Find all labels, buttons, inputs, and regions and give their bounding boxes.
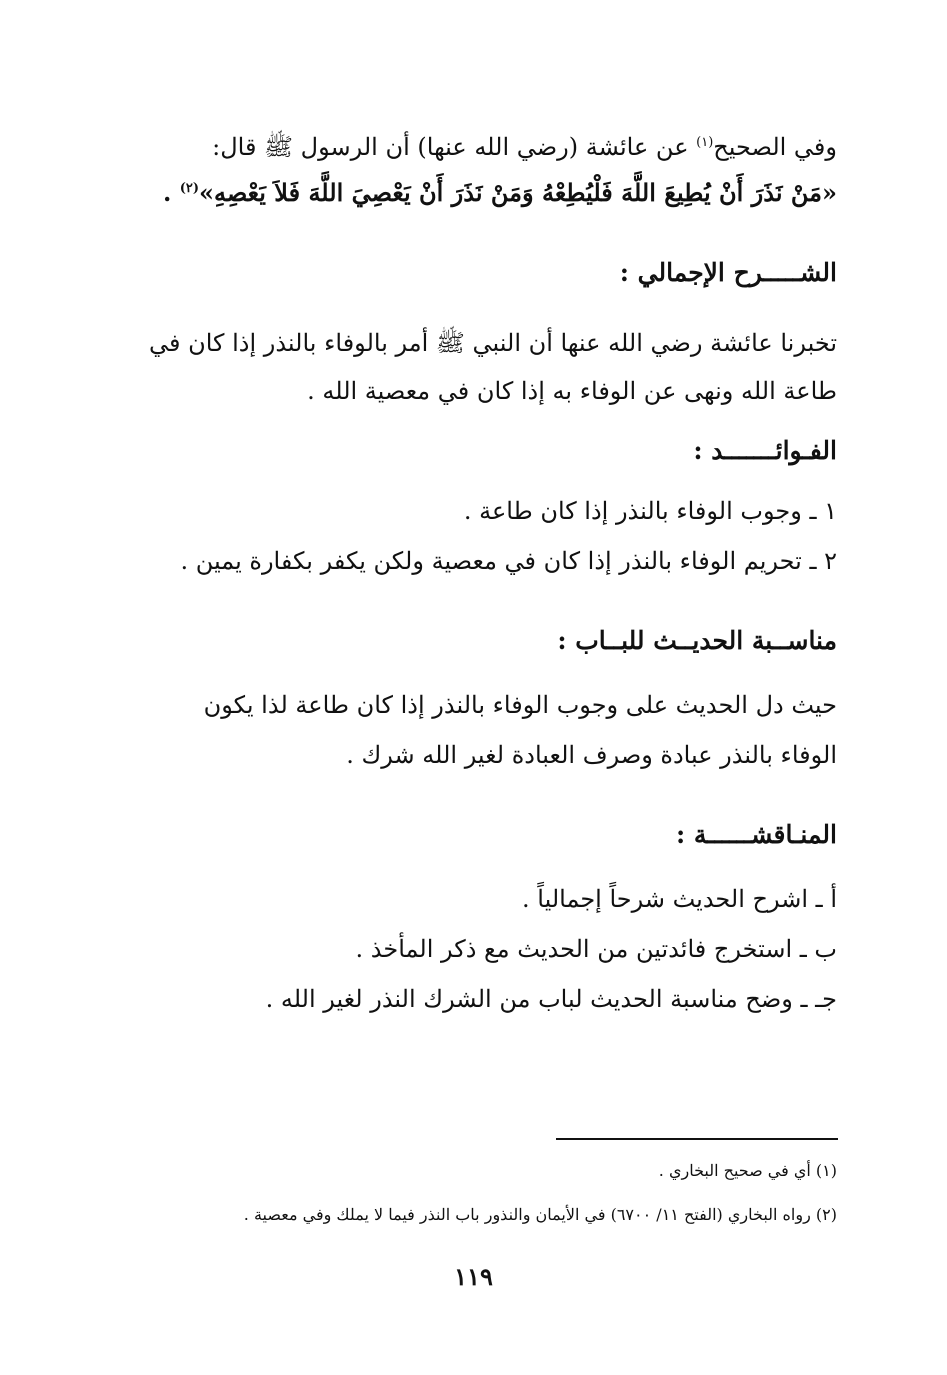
intro-text-end: عن عائشة (رضي الله عنها) أن الرسول ﷺ قال: (212, 133, 697, 161)
discussion-item-c: جـ ـ وضح مناسبة الحديث لباب من الشرك النذر لغير الله . (265, 985, 837, 1013)
intro-text-start: وفي الصحيح (713, 133, 837, 161)
footnote-2: (٢) رواه البخاري (الفتح ١١/ ٦٧٠٠) في الأيمان والنذور باب النذر فيما لا يملك وفي معصية . (243, 1205, 837, 1224)
hadith-line (163, 176, 837, 210)
relevance-line-2: الوفاء بالنذر عبادة وصرف العبادة لغير الله شرك . (346, 741, 837, 769)
benefit-item-2: ٢ ـ تحريم الوفاء بالنذر إذا كان في معصية ولكن يكفر بكفارة يمين . (180, 547, 837, 575)
intro-line (212, 130, 837, 164)
benefits-heading: الفـوائـــــــد : (693, 436, 837, 465)
summary-heading: الشـــــرح الإجمالي : (619, 258, 837, 287)
hadith-text: «مَنْ نَذَرَ أَنْ يُطِيعَ اللَّهَ فَلْيُطِعْهُ وَمَنْ نَذَرَ أَنْ يَعْصِيَ اللَّهَ فَلاَ يَعْصِهِ» (199, 178, 837, 207)
relevance-line-1: حيث دل الحديث على وجوب الوفاء بالنذر إذا كان طاعة لذا يكون (203, 691, 837, 719)
benefit-item-1: ١ ـ وجوب الوفاء بالنذر إذا كان طاعة . (463, 497, 837, 525)
summary-line-1: تخبرنا عائشة رضي الله عنها أن النبي ﷺ أمر بالوفاء بالنذر إذا كان في (148, 329, 837, 357)
discussion-heading: المنـاقشــــــة : (675, 820, 837, 849)
discussion-item-b: ب ـ استخرج فائدتين من الحديث مع ذكر المأخذ . (355, 935, 837, 963)
footnote-separator (556, 1138, 838, 1140)
summary-line-2: طاعة الله ونهى عن الوفاء به إذا كان في معصية الله . (307, 377, 837, 405)
footnote-ref-1[interactable]: (١) (696, 135, 714, 150)
relevance-heading: مناســبة الحديــث للبــاب : (557, 626, 837, 655)
footnote-1: (١) أي في صحيح البخاري . (658, 1161, 837, 1180)
page-number: ١١٩ (454, 1262, 493, 1291)
footnote-ref-2[interactable]: (٢) (179, 181, 199, 196)
hadith-end: . (162, 178, 180, 207)
discussion-item-a: أ ـ اشرح الحديث شرحاً إجمالياً . (522, 885, 837, 913)
